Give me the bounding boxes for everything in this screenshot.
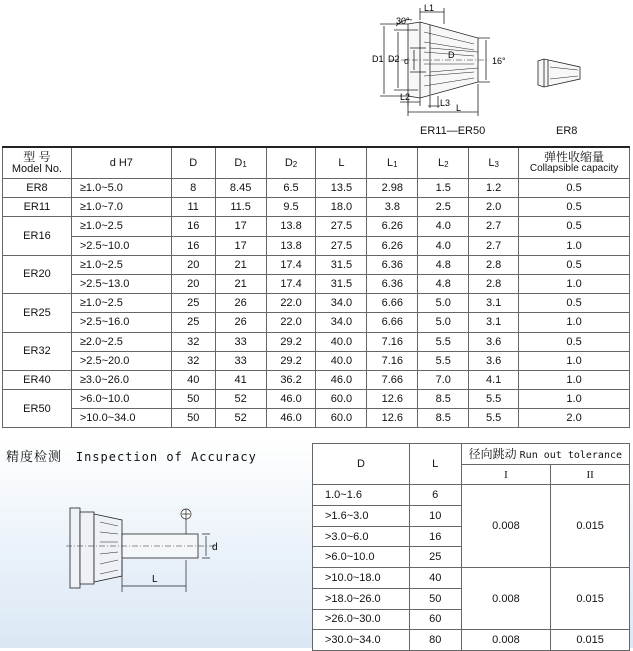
spec-cell-l1: 12.6 <box>367 390 418 409</box>
acc-cell-tol-ii: 0.015 <box>551 630 630 651</box>
spec-cell-l2: 2.5 <box>418 198 469 217</box>
diagram-l-label: L <box>152 574 158 585</box>
acc-cell-l: 16 <box>409 526 461 547</box>
spec-cell-d1: 33 <box>215 351 266 370</box>
spec-cell-d: >2.5~16.0 <box>71 313 171 332</box>
accuracy-section-title <box>6 446 257 465</box>
spec-cell-d: >10.0~34.0 <box>71 409 171 428</box>
spec-cell-d2: 17.4 <box>266 255 316 274</box>
spec-cell-d: 40 <box>171 370 215 389</box>
spec-cell-c: 1.0 <box>519 236 630 255</box>
header-model-cn: 型 号 <box>23 150 51 164</box>
spec-cell-c: 0.5 <box>519 179 630 198</box>
acc-cell-range: >3.0~6.0 <box>313 526 410 547</box>
spec-cell-l3: 3.1 <box>469 294 519 313</box>
spec-cell-d2: 46.0 <box>266 390 316 409</box>
spec-cell-l1: 7.66 <box>367 370 418 389</box>
spec-cell-l3: 5.5 <box>469 409 519 428</box>
header-collapse-en: Collapsible capacity <box>529 163 619 174</box>
spec-cell-l: 40.0 <box>316 351 367 370</box>
spec-cell-d1: 26 <box>215 313 266 332</box>
spec-cell-l2: 4.8 <box>418 274 469 293</box>
header-d1-main: D <box>234 157 243 169</box>
spec-cell-d: 25 <box>171 313 215 332</box>
header-collapse-cn: 弹性收缩量 <box>544 150 605 164</box>
accuracy-inspection-diagram <box>66 500 246 600</box>
acc-cell-range: >30.0~34.0 <box>313 630 410 651</box>
spec-cell-l1: 6.66 <box>367 294 418 313</box>
acc-cell-tol-i: 0.008 <box>461 630 551 651</box>
acc-cell-tol-i: 0.008 <box>461 485 551 568</box>
spec-row <box>3 332 630 351</box>
spec-cell-c: 0.5 <box>519 255 630 274</box>
dim-l-label: L <box>456 103 462 113</box>
spec-cell-d: 11 <box>171 198 215 217</box>
spec-cell-d2: 36.2 <box>266 370 316 389</box>
spec-cell-model: ER16 <box>3 217 72 255</box>
spec-cell-l2: 5.5 <box>418 332 469 351</box>
spec-cell-d: ≥3.0~26.0 <box>71 370 171 389</box>
spec-row <box>3 274 630 293</box>
spec-cell-d: 32 <box>171 332 215 351</box>
spec-cell-l: 18.0 <box>316 198 367 217</box>
spec-cell-l: 31.5 <box>316 255 367 274</box>
spec-row <box>3 409 630 428</box>
spec-cell-d1: 8.45 <box>215 179 266 198</box>
spec-cell-d: 50 <box>171 409 215 428</box>
dim-d-small-label: d <box>404 56 410 66</box>
spec-cell-l1: 6.26 <box>367 217 418 236</box>
spec-cell-l: 13.5 <box>316 179 367 198</box>
spec-cell-model: ER20 <box>3 255 72 293</box>
spec-row <box>3 198 630 217</box>
spec-row <box>3 179 630 198</box>
spec-header-row <box>3 147 630 179</box>
header-d1 <box>215 147 266 179</box>
spec-cell-d: ≥1.0~2.5 <box>71 217 171 236</box>
dim-d2-label: D2 <box>388 54 400 64</box>
spec-cell-model: ER32 <box>3 332 72 370</box>
spec-cell-d: >6.0~10.0 <box>71 390 171 409</box>
spec-cell-d: 16 <box>171 217 215 236</box>
spec-cell-d: >2.5~10.0 <box>71 236 171 255</box>
header-d2-sub: 2 <box>292 160 298 169</box>
spec-cell-l1: 3.8 <box>367 198 418 217</box>
spec-row <box>3 351 630 370</box>
spec-cell-d2: 29.2 <box>266 351 316 370</box>
spec-cell-l2: 1.5 <box>418 179 469 198</box>
spec-row <box>3 313 630 332</box>
spec-cell-l: 31.5 <box>316 274 367 293</box>
spec-cell-d1: 11.5 <box>215 198 266 217</box>
spec-cell-d2: 9.5 <box>266 198 316 217</box>
spec-cell-d: ≥1.0~5.0 <box>71 179 171 198</box>
header-d1-sub: 1 <box>242 160 247 169</box>
acc-header-d: D <box>313 444 410 485</box>
header-model-en: Model No. <box>11 163 62 175</box>
spec-cell-d1: 21 <box>215 274 266 293</box>
header-d2 <box>266 147 316 179</box>
spec-cell-d2: 22.0 <box>266 294 316 313</box>
collet-spec-table <box>2 146 630 428</box>
header-l3 <box>469 147 519 179</box>
spec-cell-l: 60.0 <box>316 390 367 409</box>
spec-cell-l2: 8.5 <box>418 409 469 428</box>
accuracy-title-en: Inspection of Accuracy <box>75 450 257 464</box>
dim-l2-label: L2 <box>400 92 411 102</box>
spec-cell-d2: 22.0 <box>266 313 316 332</box>
spec-cell-l2: 5.0 <box>418 313 469 332</box>
accuracy-row <box>313 630 630 651</box>
acc-cell-l: 25 <box>409 547 461 568</box>
spec-row <box>3 236 630 255</box>
spec-cell-d1: 52 <box>215 390 266 409</box>
spec-row <box>3 255 630 274</box>
spec-row <box>3 370 630 389</box>
spec-cell-model: ER8 <box>3 179 72 198</box>
spec-table-body <box>3 179 630 428</box>
spec-cell-c: 1.0 <box>519 390 630 409</box>
spec-cell-d1: 52 <box>215 409 266 428</box>
spec-cell-l: 60.0 <box>316 409 367 428</box>
acc-cell-range: >1.6~3.0 <box>313 506 410 527</box>
header-l1-sub: 1 <box>393 160 398 169</box>
acc-header-runout-en: Run out tolerance <box>519 450 623 462</box>
acc-cell-l: 6 <box>409 485 461 506</box>
spec-cell-l: 27.5 <box>316 236 367 255</box>
spec-cell-c: 0.5 <box>519 332 630 351</box>
diagram-d-label: d <box>212 542 218 553</box>
spec-cell-l: 34.0 <box>316 294 367 313</box>
dim-d1-label: D1 <box>372 54 384 64</box>
header-l2-main: L <box>437 157 445 169</box>
spec-cell-d: >2.5~20.0 <box>71 351 171 370</box>
spec-cell-l1: 2.98 <box>367 179 418 198</box>
dim-d-cap-label: D <box>448 50 455 60</box>
spec-cell-l2: 5.5 <box>418 351 469 370</box>
spec-cell-d1: 33 <box>215 332 266 351</box>
spec-cell-l3: 1.2 <box>469 179 519 198</box>
accuracy-table-body <box>313 444 630 651</box>
spec-cell-l3: 2.7 <box>469 217 519 236</box>
spec-cell-model: ER25 <box>3 294 72 332</box>
spec-cell-l1: 6.26 <box>367 236 418 255</box>
header-l3-sub: 3 <box>494 160 499 169</box>
header-collapse <box>519 147 630 179</box>
spec-cell-d: 16 <box>171 236 215 255</box>
spec-cell-d1: 41 <box>215 370 266 389</box>
spec-cell-d: ≥1.0~2.5 <box>71 255 171 274</box>
acc-header-runout <box>461 444 629 465</box>
accuracy-header-row <box>313 444 630 465</box>
collet-drawing-er8 <box>534 55 584 91</box>
angle-16-label: 16° <box>492 56 506 66</box>
spec-cell-d2: 6.5 <box>266 179 316 198</box>
spec-cell-d: 8 <box>171 179 215 198</box>
spec-cell-l1: 7.16 <box>367 351 418 370</box>
spec-cell-l3: 2.8 <box>469 274 519 293</box>
spec-row <box>3 390 630 409</box>
spec-cell-l3: 3.1 <box>469 313 519 332</box>
er11-er50-caption: ER11—ER50 <box>420 125 486 137</box>
accuracy-row <box>313 485 630 506</box>
acc-cell-tol-i: 0.008 <box>461 568 551 630</box>
spec-cell-d2: 17.4 <box>266 274 316 293</box>
spec-cell-d: ≥1.0~7.0 <box>71 198 171 217</box>
spec-cell-d1: 17 <box>215 236 266 255</box>
header-l: L <box>316 147 367 179</box>
spec-cell-l1: 6.36 <box>367 274 418 293</box>
spec-cell-c: 1.0 <box>519 313 630 332</box>
spec-cell-d2: 13.8 <box>266 217 316 236</box>
spec-cell-c: 2.0 <box>519 409 630 428</box>
spec-cell-c: 1.0 <box>519 370 630 389</box>
acc-cell-range: >18.0~26.0 <box>313 588 410 609</box>
spec-cell-l3: 4.1 <box>469 370 519 389</box>
dim-l1-label: L1 <box>424 3 435 13</box>
spec-cell-d2: 29.2 <box>266 332 316 351</box>
spec-cell-d1: 21 <box>215 255 266 274</box>
acc-header-col-i: I <box>461 464 551 485</box>
spec-cell-d1: 26 <box>215 294 266 313</box>
spec-cell-l1: 7.16 <box>367 332 418 351</box>
collet-drawing-er11-er50 <box>360 2 530 120</box>
spec-cell-c: 0.5 <box>519 217 630 236</box>
spec-cell-model: ER50 <box>3 390 72 428</box>
header-l1 <box>367 147 418 179</box>
spec-cell-l1: 12.6 <box>367 409 418 428</box>
acc-cell-range: >6.0~10.0 <box>313 547 410 568</box>
spec-cell-l2: 5.0 <box>418 294 469 313</box>
acc-cell-tol-ii: 0.015 <box>551 568 630 630</box>
spec-cell-c: 0.5 <box>519 198 630 217</box>
header-l3-main: L <box>488 157 495 169</box>
spec-cell-l2: 4.0 <box>418 236 469 255</box>
spec-cell-l1: 6.66 <box>367 313 418 332</box>
spec-cell-l: 46.0 <box>316 370 367 389</box>
spec-cell-l2: 4.8 <box>418 255 469 274</box>
acc-cell-range: >26.0~30.0 <box>313 609 410 630</box>
spec-cell-c: 1.0 <box>519 274 630 293</box>
spec-cell-model: ER11 <box>3 198 72 217</box>
spec-cell-l2: 7.0 <box>418 370 469 389</box>
spec-cell-l1: 6.36 <box>367 255 418 274</box>
acc-header-l: L <box>409 444 461 485</box>
dim-l3-label: L3 <box>440 98 451 108</box>
spec-cell-model: ER40 <box>3 370 72 389</box>
accuracy-row <box>313 568 630 589</box>
spec-cell-d: ≥1.0~2.5 <box>71 294 171 313</box>
spec-cell-l3: 5.5 <box>469 390 519 409</box>
spec-cell-d2: 13.8 <box>266 236 316 255</box>
spec-cell-d2: 46.0 <box>266 409 316 428</box>
header-d2-main: D <box>284 157 293 169</box>
header-l1-main: L <box>387 157 394 169</box>
spec-cell-l3: 2.0 <box>469 198 519 217</box>
acc-header-runout-cn: 径向跳动 <box>468 447 517 462</box>
acc-cell-l: 10 <box>409 506 461 527</box>
spec-cell-d: 20 <box>171 255 215 274</box>
spec-cell-l3: 3.6 <box>469 332 519 351</box>
spec-cell-d: ≥2.0~2.5 <box>71 332 171 351</box>
spec-cell-d: 20 <box>171 274 215 293</box>
angle-30-label: 30° <box>396 16 410 26</box>
acc-cell-range: 1.0~1.6 <box>313 485 410 506</box>
header-model <box>3 147 72 179</box>
accuracy-table <box>312 443 630 651</box>
header-d: D <box>171 147 215 179</box>
accuracy-title-cn: 精度检测 <box>6 449 63 464</box>
acc-cell-range: >10.0~18.0 <box>313 568 410 589</box>
spec-cell-l2: 4.0 <box>418 217 469 236</box>
header-dh7: d H7 <box>71 147 171 179</box>
acc-header-col-ii: II <box>551 464 630 485</box>
header-l2-sub: 2 <box>444 160 449 169</box>
spec-cell-l3: 2.8 <box>469 255 519 274</box>
spec-cell-l: 34.0 <box>316 313 367 332</box>
acc-cell-l: 40 <box>409 568 461 589</box>
acc-cell-l: 80 <box>409 630 461 651</box>
spec-cell-d1: 17 <box>215 217 266 236</box>
spec-cell-d: >2.5~13.0 <box>71 274 171 293</box>
spec-cell-d: 25 <box>171 294 215 313</box>
spec-cell-l2: 8.5 <box>418 390 469 409</box>
spec-cell-d: 50 <box>171 390 215 409</box>
header-l2 <box>418 147 469 179</box>
spec-cell-c: 1.0 <box>519 351 630 370</box>
spec-cell-d: 32 <box>171 351 215 370</box>
spec-cell-l: 40.0 <box>316 332 367 351</box>
spec-row <box>3 217 630 236</box>
spec-cell-l3: 3.6 <box>469 351 519 370</box>
spec-row <box>3 294 630 313</box>
acc-cell-l: 60 <box>409 609 461 630</box>
er8-caption: ER8 <box>556 125 578 137</box>
acc-cell-l: 50 <box>409 588 461 609</box>
acc-cell-tol-ii: 0.015 <box>551 485 630 568</box>
spec-cell-c: 0.5 <box>519 294 630 313</box>
spec-cell-l: 27.5 <box>316 217 367 236</box>
spec-cell-l3: 2.7 <box>469 236 519 255</box>
